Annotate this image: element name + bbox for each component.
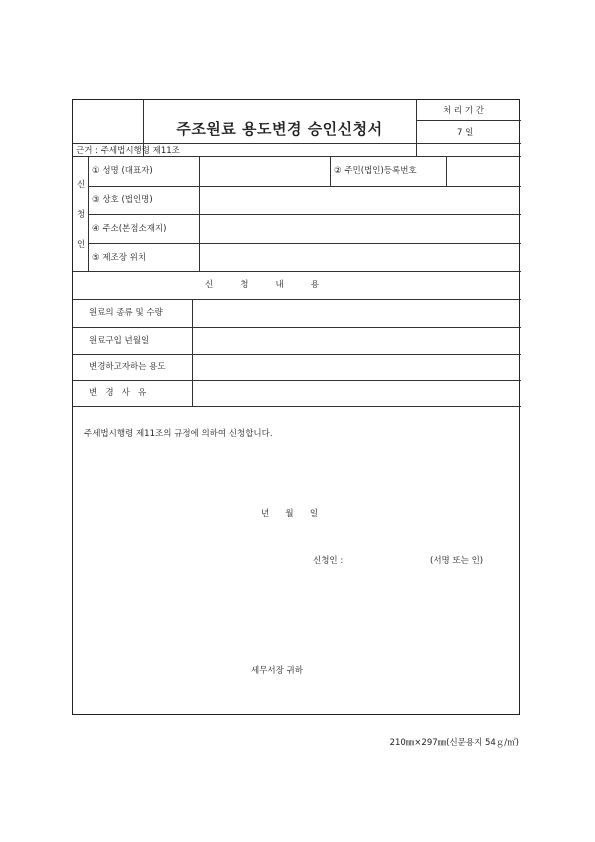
applicant-label-2: 청 — [77, 210, 86, 220]
period-divider — [416, 120, 521, 121]
processing-period-value: 7 일 — [457, 128, 474, 138]
material-type-field[interactable] — [193, 300, 521, 327]
name-label: ① 성명 (대표자) — [92, 166, 153, 176]
content-bottom-line — [73, 406, 521, 407]
intended-use-field[interactable] — [193, 355, 521, 380]
name-field[interactable] — [200, 157, 330, 186]
signature-hint: (서명 또는 인) — [430, 556, 484, 566]
applicant-label-1: 신 — [77, 180, 86, 190]
purchase-date-label: 원료구입 년월일 — [89, 336, 150, 346]
paper-spec: 210㎜×297㎜(신문용지 54ｇ/㎡) — [389, 738, 519, 748]
address-field[interactable] — [200, 215, 521, 243]
applicant-signature-field[interactable] — [353, 552, 423, 568]
applicant-label-3: 인 — [77, 240, 86, 250]
intended-use-label: 변경하고자하는 용도 — [89, 362, 166, 372]
application-form — [72, 99, 520, 715]
factory-location-label: ⑤ 제조장 위치 — [92, 253, 147, 263]
trade-name-label: ③ 상호 (법인명) — [92, 195, 153, 205]
applicant-signature-label: 신청인 : — [313, 556, 344, 566]
date-line: 년 월 일 — [261, 509, 319, 519]
address-label: ④ 주소(본점소재지) — [92, 224, 167, 234]
material-type-label: 원료의 종류 및 수량 — [89, 308, 163, 318]
legal-basis: 근거 : 주세법시행령 제11조 — [76, 146, 180, 156]
change-reason-label: 변 경 사 유 — [89, 388, 147, 398]
header-right-divider — [416, 100, 417, 156]
regno-left-divider — [330, 156, 331, 186]
change-reason-field[interactable] — [193, 381, 521, 406]
factory-location-field[interactable] — [200, 244, 521, 271]
statement-text: 주세법시행령 제11조의 규정에 의하여 신청합니다. — [84, 429, 273, 439]
applicant-bottom-line — [73, 271, 521, 272]
addressee: 세무서장 귀하 — [251, 666, 303, 676]
reg-no-label: ② 주민(법인)등록번호 — [334, 166, 417, 176]
purchase-date-field[interactable] — [193, 328, 521, 354]
processing-period-label: 처 리 기 간 — [443, 106, 484, 116]
application-content-header: 신 청 내 용 — [205, 280, 319, 290]
form-title: 주조원료 용도변경 승인신청서 — [176, 119, 383, 138]
trade-name-field[interactable] — [200, 187, 521, 214]
reg-no-field[interactable] — [447, 157, 521, 186]
